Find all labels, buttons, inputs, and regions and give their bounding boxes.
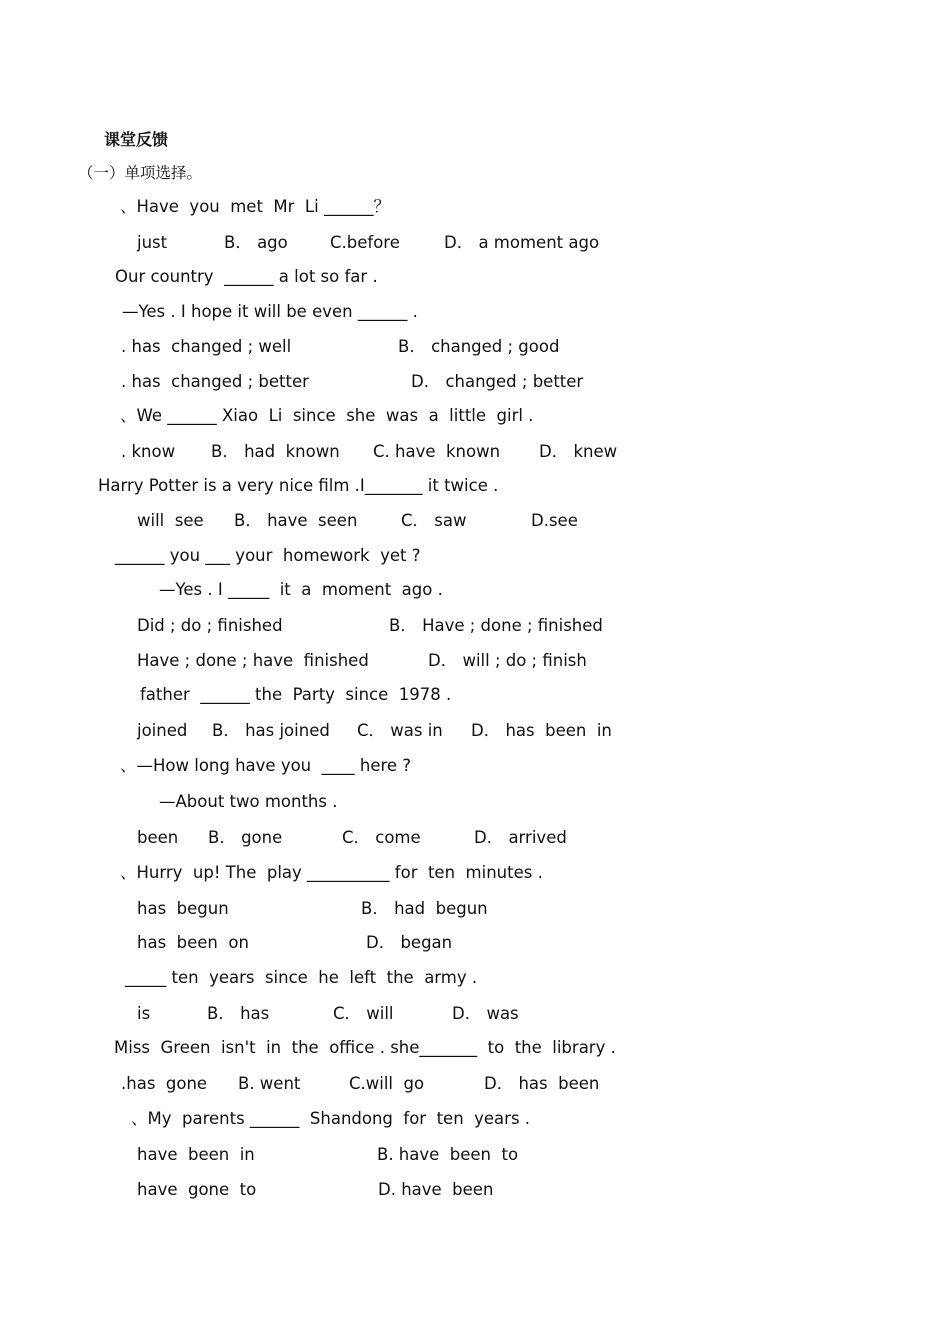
q6-option-d: D． has been in — [471, 721, 612, 740]
question-8: 、Hurry up! The play __________ for ten minutes . — [120, 863, 543, 882]
q3-option-b: B． had known — [211, 442, 340, 461]
q9-option-c: C． will — [333, 1004, 394, 1023]
q2-option-c: . has changed ; better — [121, 372, 309, 391]
q7-option-d: D． arrived — [474, 828, 567, 847]
q6-option-a: joined — [137, 721, 188, 740]
q7-option-a: been — [137, 828, 179, 847]
question-9: _____ ten years since he left the army . — [125, 968, 478, 987]
question-2: Our country ______ a lot so far . — [115, 267, 378, 286]
q3-option-a: . know — [121, 442, 176, 461]
q7-option-c: C． come — [342, 828, 421, 847]
q11-option-b: B. have been to — [377, 1145, 519, 1164]
q1-option-d: D． a moment ago — [444, 233, 600, 252]
question-2-reply: —Yes . I hope it will be even ______ . — [122, 302, 418, 321]
q4-option-b: B． have seen — [234, 511, 358, 530]
question-3: 、We ______ Xiao Li since she was a little girl . — [120, 406, 534, 425]
q9-option-a: is — [137, 1004, 151, 1023]
q11-option-c: have gone to — [137, 1180, 257, 1199]
page-title: 课堂反馈 — [104, 130, 169, 149]
q7-option-b: B． gone — [208, 828, 283, 847]
q2-option-b: B． changed ; good — [398, 337, 560, 356]
question-1: 、Have you met Mr Li ______？ — [120, 197, 390, 216]
q1-option-a: just — [137, 233, 168, 252]
q10-option-b: B. went — [238, 1074, 301, 1093]
q5-option-b: B． Have ; done ; finished — [389, 616, 603, 635]
question-6: father ______ the Party since 1978 . — [140, 685, 452, 704]
q3-option-c: C. have known — [373, 442, 501, 461]
q3-option-d: D． knew — [539, 442, 618, 461]
q6-option-c: C． was in — [357, 721, 443, 740]
q9-option-d: D． was — [452, 1004, 519, 1023]
question-7-reply: —About two months . — [159, 792, 338, 811]
q8-option-c: has been on — [137, 933, 249, 952]
q11-option-a: have been in — [137, 1145, 255, 1164]
q4-option-d: D.see — [531, 511, 578, 530]
question-11: 、My parents ______ Shandong for ten years . — [131, 1109, 531, 1128]
q8-option-d: D． began — [366, 933, 453, 952]
q1-option-b: B． ago — [224, 233, 288, 252]
q10-option-d: D． has been — [484, 1074, 600, 1093]
question-10: Miss Green isn't in the office . she_______ to the library . — [114, 1038, 616, 1057]
question-5-reply: —Yes . I _____ it a moment ago . — [159, 580, 443, 599]
q2-option-d: D． changed ; better — [411, 372, 584, 391]
q10-option-c: C.will go — [349, 1074, 425, 1093]
q5-option-d: D． will ; do ; finish — [428, 651, 587, 670]
q2-option-a: . has changed ; well — [121, 337, 292, 356]
q8-option-b: B． had begun — [361, 899, 488, 918]
q4-option-a: will see — [137, 511, 204, 530]
q5-option-c: Have ; done ; have finished — [137, 651, 369, 670]
q10-option-a: .has gone — [121, 1074, 208, 1093]
q9-option-b: B． has — [207, 1004, 270, 1023]
q8-option-a: has begun — [137, 899, 229, 918]
q6-option-b: B． has joined — [212, 721, 330, 740]
q5-option-a: Did ; do ; finished — [137, 616, 283, 635]
q4-option-c: C． saw — [401, 511, 467, 530]
section-heading: （一）单项选择。 — [78, 164, 203, 182]
question-5: ______ you ___ your homework yet ? — [115, 546, 421, 565]
q1-option-c: C.before — [330, 233, 400, 252]
question-4: Harry Potter is a very nice film .I_______ it twice . — [98, 476, 499, 495]
q11-option-d: D. have been — [378, 1180, 494, 1199]
question-7: 、—How long have you ____ here ? — [120, 756, 412, 775]
